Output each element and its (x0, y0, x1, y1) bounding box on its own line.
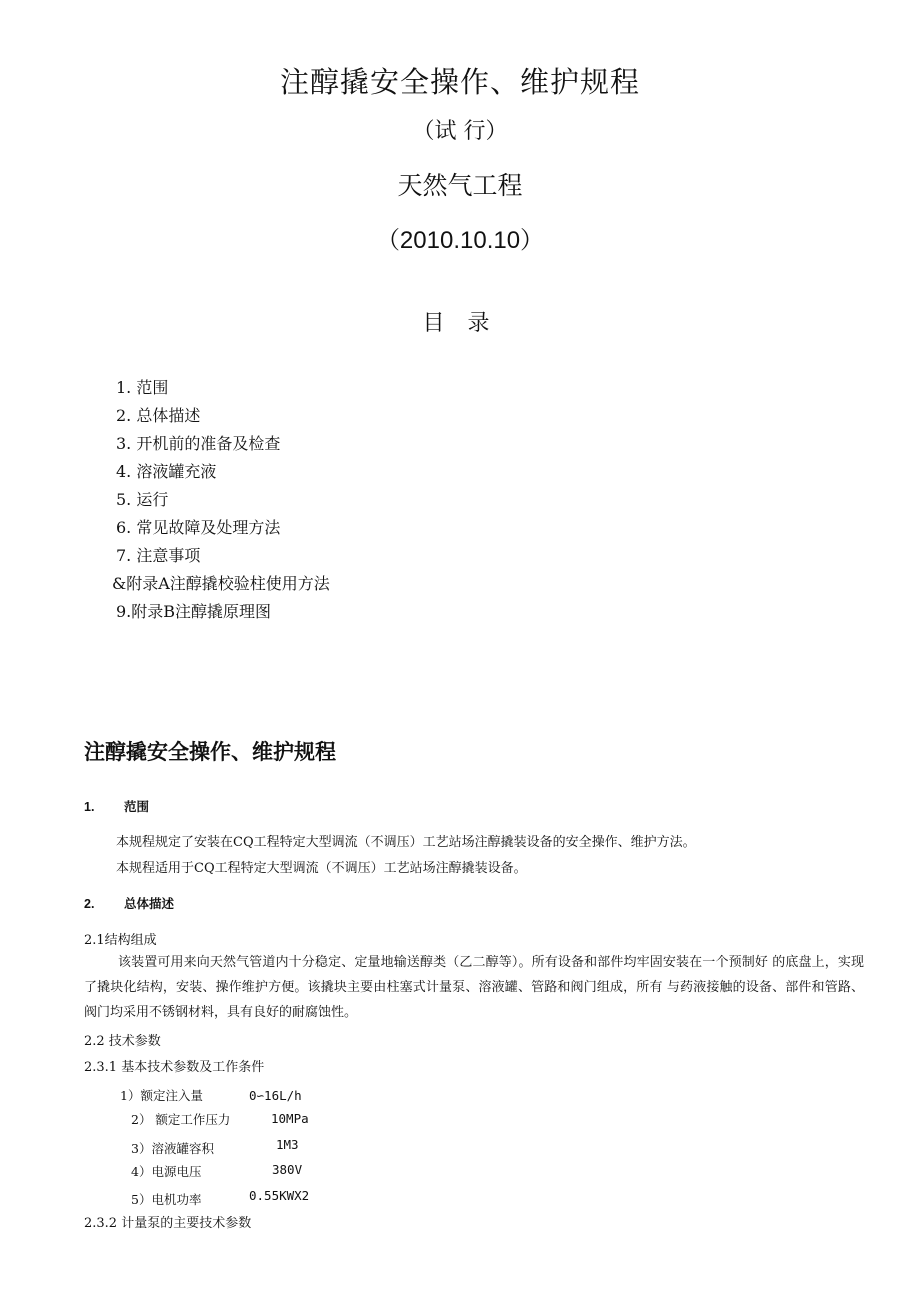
param-value: 380V (272, 1162, 303, 1177)
param-label: 4）电源电压 (131, 1164, 202, 1179)
subsection-heading: 2.1结构组成 (84, 933, 157, 948)
document-subtitle: （试 行） (412, 119, 508, 144)
param-value: 1M3 (276, 1137, 299, 1152)
document-title: 注醇撬安全操作、维护规程 (279, 65, 640, 99)
section-2-number: 2. (84, 897, 95, 911)
section-1-paragraph: 本规程规定了安装在CQ工程特定大型调流（不调压）工艺站场注醇撬装设备的安全操作、维护方法。 (116, 835, 696, 850)
param-value: 0∽16L/h (249, 1088, 302, 1103)
toc-item: 4. 溶液罐充液 (116, 462, 217, 481)
section-2-paragraph: 该装置可用来向天然气管道内十分稳定、定量地输送醇类（乙二醇等）。所有设备和部件均牢固安装在一个预制好 的底盘上，实现了撬块化结构，安装、操作维护方便。该撬块主要由柱塞式计量泵、溶液罐、管路和阀门组成，所有 与药液接触的设备、部件和管路、阀门均采用不锈钢材料，具有良好的耐腐蚀性。 (84, 955, 864, 1020)
param-value: 10MPa (271, 1111, 309, 1126)
param-label: 1）额定注入量 (120, 1088, 203, 1103)
toc-list (112, 374, 330, 626)
param-label: 5）电机功率 (131, 1192, 202, 1207)
param-label: 2） 额定工作压力 (131, 1112, 231, 1127)
param-label: 3）溶液罐容积 (131, 1141, 214, 1156)
toc-item: 3. 开机前的准备及检查 (116, 434, 281, 453)
subsection-heading: 2.3.2 计量泵的主要技术参数 (84, 1216, 252, 1231)
param-value: 0.55KWX2 (249, 1188, 310, 1203)
toc-item: 7. 注意事项 (116, 546, 201, 565)
document-date: （2010.10.10） (375, 227, 545, 254)
section-1-heading (84, 797, 149, 815)
section-title: 注醇撬安全操作、维护规程 (84, 740, 336, 764)
toc-item: 5. 运行 (116, 490, 169, 509)
section-2-heading (84, 894, 174, 912)
subsection-heading: 2.3.1 基本技术参数及工作条件 (84, 1060, 265, 1075)
toc-item: 6. 常见故障及处理方法 (116, 518, 281, 537)
toc-item: 9.附录B注醇撬原理图 (116, 602, 272, 621)
toc-item: 2. 总体描述 (116, 406, 201, 425)
section-1-title: 范围 (124, 800, 150, 814)
toc-item: 1. 范围 (116, 378, 169, 397)
section-1-number: 1. (84, 800, 95, 814)
section-2-title: 总体描述 (124, 897, 175, 911)
toc-item: &附录A注醇撬校验柱使用方法 (112, 574, 330, 593)
section-1-paragraph: 本规程适用于CQ工程特定大型调流（不调压）工艺站场注醇撬装设备。 (116, 861, 527, 876)
toc-heading: 目 录 (422, 311, 498, 336)
document-org: 天然气工程 (397, 171, 523, 200)
subsection-heading: 2.2 技术参数 (84, 1034, 161, 1049)
